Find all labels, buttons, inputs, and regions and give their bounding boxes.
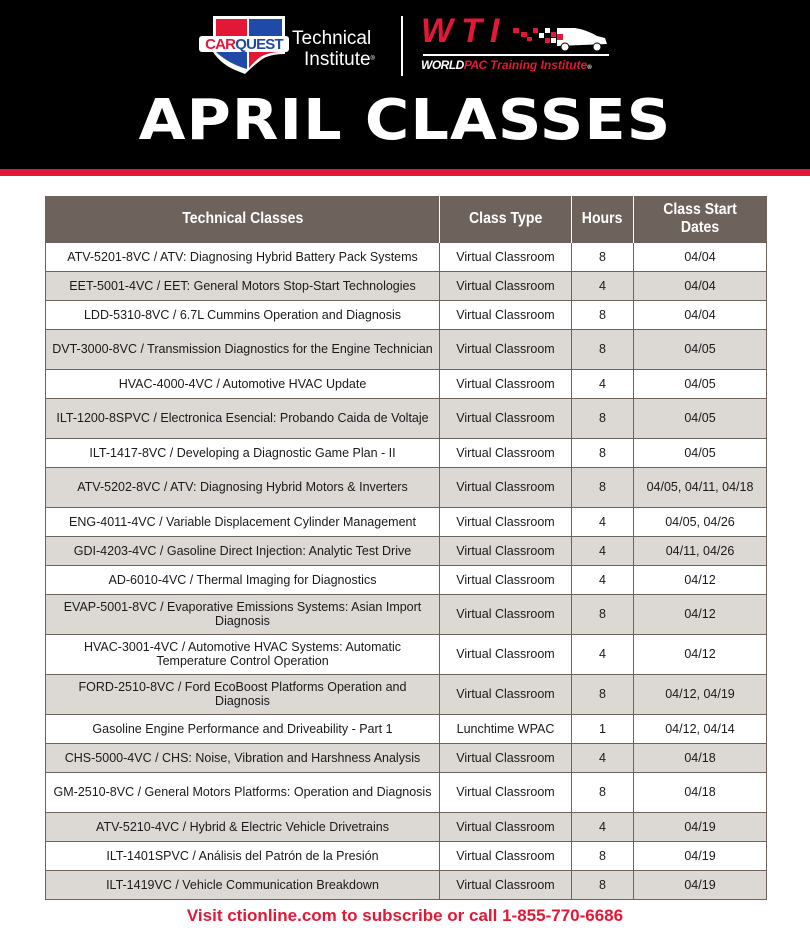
carquest-logo-icon [199, 14, 289, 76]
class-dates: 04/11, 04/26 [634, 536, 767, 565]
table-row [46, 369, 767, 398]
class-type: Virtual Classroom [440, 271, 572, 300]
header-banner [0, 0, 810, 169]
class-type: Virtual Classroom [440, 565, 572, 594]
table-row [46, 714, 767, 743]
class-name: EVAP-5001-8VC / Evaporative Emissions Systems: Asian Import Diagnosis [46, 594, 440, 634]
class-name: GDI-4203-4VC / Gasoline Direct Injection: Analytic Test Drive [46, 536, 440, 565]
class-hours: 8 [572, 438, 634, 467]
class-name: HVAC-3001-4VC / Automotive HVAC Systems: Automatic Temperature Control Operation [46, 634, 440, 674]
classes-table [45, 196, 767, 900]
class-dates: 04/04 [634, 271, 767, 300]
class-name: ENG-4011-4VC / Variable Displacement Cylinder Management [46, 507, 440, 536]
class-type: Virtual Classroom [440, 507, 572, 536]
class-dates: 04/05 [634, 438, 767, 467]
wti-logo-text: WTI [421, 12, 508, 50]
class-type: Virtual Classroom [440, 242, 572, 271]
class-hours: 8 [572, 870, 634, 899]
class-dates: 04/18 [634, 743, 767, 772]
class-name: AD-6010-4VC / Thermal Imaging for Diagnostics [46, 565, 440, 594]
carquest-title-line1: Technical [292, 28, 372, 49]
class-name: ILT-1417-8VC / Developing a Diagnostic Game Plan - II [46, 438, 440, 467]
class-hours: 4 [572, 271, 634, 300]
registered-mark: ® [370, 56, 375, 62]
class-hours: 8 [572, 594, 634, 634]
race-car-icon [513, 24, 609, 52]
class-name: ILT-1401SPVC / Análisis del Patrón de la Presión [46, 841, 440, 870]
wti-sub-training: Training Institute [486, 58, 588, 72]
table-row [46, 398, 767, 438]
class-name: ATV-5201-8VC / ATV: Diagnosing Hybrid Battery Pack Systems [46, 242, 440, 271]
class-dates: 04/18 [634, 772, 767, 812]
table-row [46, 674, 767, 714]
class-type: Virtual Classroom [440, 870, 572, 899]
class-hours: 8 [572, 674, 634, 714]
table-row [46, 812, 767, 841]
class-type: Virtual Classroom [440, 812, 572, 841]
table-row [46, 594, 767, 634]
class-type: Virtual Classroom [440, 536, 572, 565]
class-type: Virtual Classroom [440, 772, 572, 812]
class-hours: 8 [572, 398, 634, 438]
class-dates: 04/05 [634, 369, 767, 398]
class-name: GM-2510-8VC / General Motors Platforms: Operation and Diagnosis [46, 772, 440, 812]
column-header-technical-classes: Technical Classes [46, 196, 440, 242]
carquest-title-line2: Institute [304, 49, 371, 70]
page-title: APRIL CLASSES [138, 88, 672, 153]
table-row [46, 242, 767, 271]
class-hours: 4 [572, 743, 634, 772]
class-type: Virtual Classroom [440, 467, 572, 507]
wti-registered-mark: ® [587, 65, 592, 71]
class-name: ATV-5202-8VC / ATV: Diagnosing Hybrid Motors & Inverters [46, 467, 440, 507]
wti-sub-pac: PAC [463, 58, 487, 72]
class-dates: 04/12 [634, 634, 767, 674]
table-row [46, 743, 767, 772]
class-hours: 4 [572, 369, 634, 398]
table-row [46, 300, 767, 329]
table-row [46, 271, 767, 300]
class-type: Virtual Classroom [440, 300, 572, 329]
class-dates: 04/05 [634, 329, 767, 369]
table-row [46, 329, 767, 369]
class-type: Virtual Classroom [440, 674, 572, 714]
table-row [46, 536, 767, 565]
class-type: Virtual Classroom [440, 438, 572, 467]
class-hours: 4 [572, 634, 634, 674]
class-type: Virtual Classroom [440, 398, 572, 438]
class-name: HVAC-4000-4VC / Automotive HVAC Update [46, 369, 440, 398]
class-type: Lunchtime WPAC [440, 714, 572, 743]
class-dates: 04/05 [634, 398, 767, 438]
footer-call-to-action: Visit ctionline.com to subscribe or call 1-855-770-6686 [186, 906, 624, 925]
class-dates: 04/19 [634, 841, 767, 870]
class-hours: 8 [572, 329, 634, 369]
class-hours: 4 [572, 812, 634, 841]
column-header-class-type: Class Type [440, 196, 572, 242]
class-type: Virtual Classroom [440, 634, 572, 674]
class-dates: 04/04 [634, 300, 767, 329]
class-type: Virtual Classroom [440, 369, 572, 398]
table-row [46, 870, 767, 899]
class-type: Virtual Classroom [440, 329, 572, 369]
class-hours: 8 [572, 772, 634, 812]
class-name: LDD-5310-8VC / 6.7L Cummins Operation and Diagnosis [46, 300, 440, 329]
class-name: ILT-1419VC / Vehicle Communication Breakdown [46, 870, 440, 899]
class-hours: 8 [572, 841, 634, 870]
class-dates: 04/12 [634, 565, 767, 594]
class-name: FORD-2510-8VC / Ford EcoBoost Platforms Operation and Diagnosis [46, 674, 440, 714]
class-type: Virtual Classroom [440, 743, 572, 772]
table-row [46, 438, 767, 467]
column-header-class-start-dates: Class Start Dates [634, 196, 767, 242]
class-hours: 8 [572, 467, 634, 507]
class-hours: 4 [572, 536, 634, 565]
class-type: Virtual Classroom [440, 594, 572, 634]
svg-text:CARQUEST: CARQUEST [205, 36, 283, 53]
wti-sub-world: WORLD [421, 58, 464, 72]
class-dates: 04/12 [634, 594, 767, 634]
red-stripe-divider [0, 169, 810, 176]
table-header-row [46, 196, 767, 242]
class-name: ATV-5210-4VC / Hybrid & Electric Vehicle Drivetrains [46, 812, 440, 841]
class-hours: 4 [572, 565, 634, 594]
class-hours: 8 [572, 300, 634, 329]
class-dates: 04/19 [634, 870, 767, 899]
class-hours: 1 [572, 714, 634, 743]
class-dates: 04/12, 04/14 [634, 714, 767, 743]
worldpac-training-institute [421, 58, 592, 75]
class-dates: 04/05, 04/26 [634, 507, 767, 536]
class-dates: 04/05, 04/11, 04/18 [634, 467, 767, 507]
logo-divider [401, 16, 403, 76]
table-row [46, 772, 767, 812]
class-dates: 04/19 [634, 812, 767, 841]
table-row [46, 634, 767, 674]
class-name: EET-5001-4VC / EET: General Motors Stop-Start Technologies [46, 271, 440, 300]
table-row [46, 467, 767, 507]
table-row [46, 507, 767, 536]
class-dates: 04/12, 04/19 [634, 674, 767, 714]
carquest-technical-institute [292, 28, 375, 70]
class-name: ILT-1200-8SPVC / Electronica Esencial: Probando Caida de Voltaje [46, 398, 440, 438]
wti-underline [423, 54, 609, 56]
class-dates: 04/04 [634, 242, 767, 271]
class-hours: 4 [572, 507, 634, 536]
table-row [46, 841, 767, 870]
column-header-hours: Hours [572, 196, 634, 242]
class-name: DVT-3000-8VC / Transmission Diagnostics for the Engine Technician [46, 329, 440, 369]
class-name: Gasoline Engine Performance and Driveability - Part 1 [46, 714, 440, 743]
class-hours: 8 [572, 242, 634, 271]
class-name: CHS-5000-4VC / CHS: Noise, Vibration and Harshness Analysis [46, 743, 440, 772]
table-row [46, 565, 767, 594]
class-type: Virtual Classroom [440, 841, 572, 870]
